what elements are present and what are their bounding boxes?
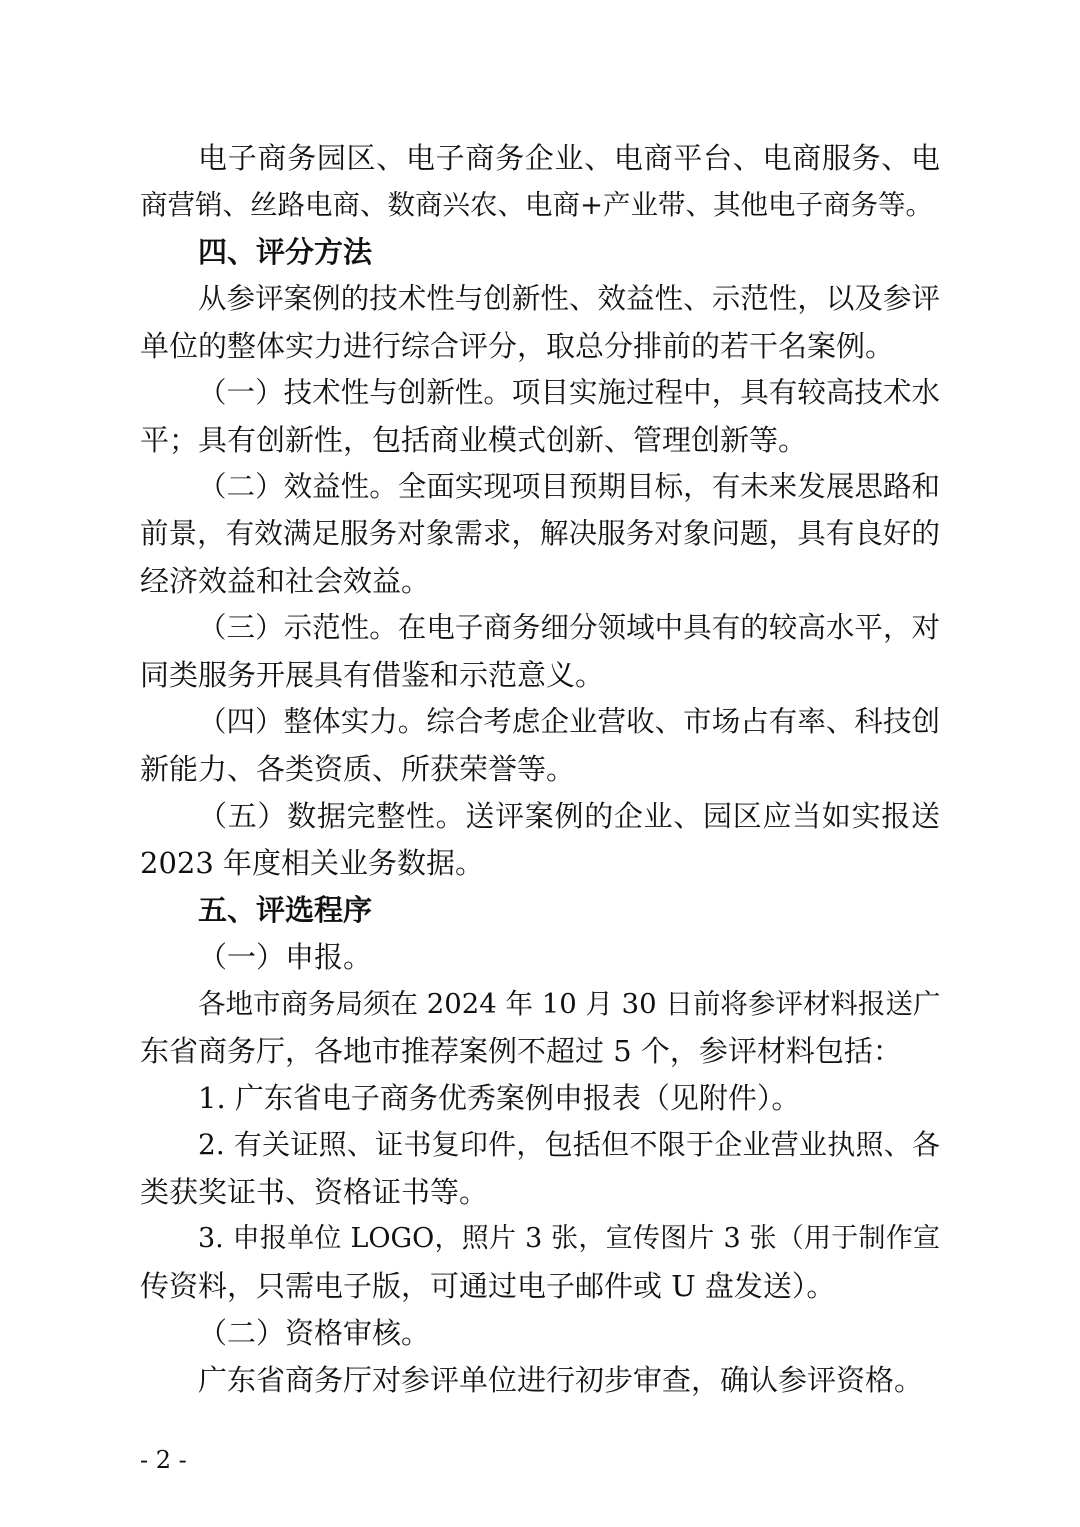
text-line: （一）技术性与创新性。项目实施过程中，具有较高技术水 bbox=[198, 376, 940, 409]
text-line: 2023 年度相关业务数据。 bbox=[140, 846, 485, 880]
text-line: 2. 有关证照、证书复印件，包括但不限于企业营业执照、各 bbox=[198, 1128, 940, 1161]
text-line: 商营销、丝路电商、数商兴农、电商+产业带、其他电子商务等。 bbox=[140, 189, 934, 221]
text-line: 类获奖证书、资格证书等。 bbox=[140, 1175, 489, 1209]
text-line: （二）效益性。全面实现项目预期目标，有未来发展思路和 bbox=[198, 470, 940, 503]
text-line: 经济效益和社会效益。 bbox=[140, 564, 431, 598]
text-line: 从参评案例的技术性与创新性、效益性、示范性，以及参评 bbox=[198, 282, 940, 315]
text-line: 前景，有效满足服务对象需求，解决服务对象问题，具有良好的 bbox=[140, 517, 940, 550]
text-line: （三）示范性。在电子商务细分领域中具有的较高水平，对 bbox=[198, 611, 940, 644]
text-line: （一）申报。 bbox=[198, 940, 373, 974]
text-line: 广东省商务厅对参评单位进行初步审查，确认参评资格。 bbox=[198, 1363, 924, 1397]
text-line: 3. 申报单位 LOGO，照片 3 张，宣传图片 3 张（用于制作宣 bbox=[198, 1223, 940, 1254]
text-line: （五）数据完整性。送评案例的企业、园区应当如实报送 bbox=[198, 799, 940, 833]
section-heading: 四、评分方法 bbox=[198, 235, 373, 269]
text-line: （四）整体实力。综合考虑企业营收、市场占有率、科技创 bbox=[198, 705, 940, 738]
text-line: 电子商务园区、电子商务企业、电商平台、电商服务、电 bbox=[198, 141, 940, 175]
text-line: 各地市商务局须在 2024 年 10 月 30 日前将参评材料报送广 bbox=[198, 988, 941, 1020]
text-line: 同类服务开展具有借鉴和示范意义。 bbox=[140, 658, 605, 692]
page-number: - 2 - bbox=[140, 1446, 187, 1474]
section-heading: 五、评选程序 bbox=[198, 893, 373, 927]
text-line: 传资料，只需电子版，可通过电子邮件或 U 盘发送）。 bbox=[140, 1269, 836, 1303]
text-line: 1. 广东省电子商务优秀案例申报表（见附件）。 bbox=[198, 1081, 801, 1115]
text-line: 新能力、各类资质、所获荣誉等。 bbox=[140, 752, 576, 786]
text-line: 单位的整体实力进行综合评分，取总分排前的若干名案例。 bbox=[140, 329, 895, 363]
text-line: 东省商务厅，各地市推荐案例不超过 5 个，参评材料包括： bbox=[140, 1034, 902, 1068]
text-line: 平；具有创新性，包括商业模式创新、管理创新等。 bbox=[140, 423, 808, 457]
text-line: （二）资格审核。 bbox=[198, 1316, 431, 1350]
